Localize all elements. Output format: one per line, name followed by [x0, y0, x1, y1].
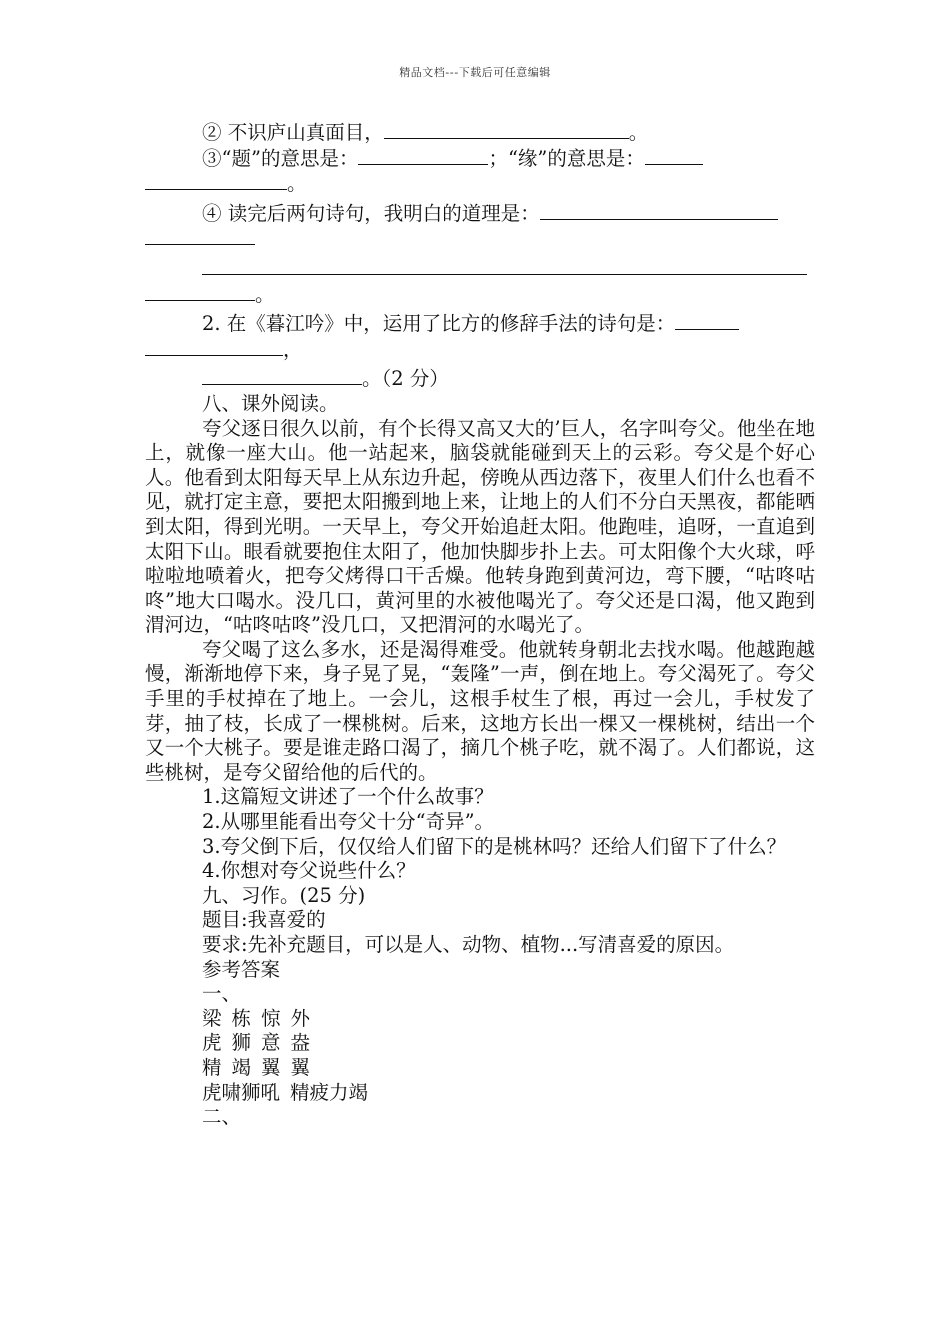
answer-char: 梁 [202, 1006, 222, 1030]
answer-line [145, 226, 815, 252]
section-heading-writing: 九、习作。(25 分) [202, 883, 366, 907]
writing-title: 题目:我喜爱的 [202, 908, 326, 932]
answer-blank [202, 256, 807, 275]
answer-blank [384, 120, 629, 139]
reading-paragraph-1: 夸父逐日很久以前，有个长得又高又大的’巨人，名字叫夸父。他坐在地上，就像一座大山。他一站起来，脑袋就能碰到天上的云彩。夸父是个好心人。他看到太阳每天早上从东边升起，傍晚从西边落下，夜里人们什么也看不见，就打定主意，要把太阳搬到地上来，让地上的人们不分白天黑夜，都能晒到太阳，得到光明。一天早上，夸父开始追赶太阳。他跑哇，追呀，一直追到太阳下山。眼看就要抱住太阳了，他加快脚步扑上去。可太阳像个大火球，呼啦啦地喷着火，把夸父烤得口干舌燥。他转身跑到黄河边，弯下腰，“咕咚咕咚”地大口喝水。没几口，黄河里的水被他喝光了。夸父还是口渴，他又跑到渭河边，“咕咚咕咚”没几口，又把渭河的水喝光了。 [145, 416, 815, 637]
answer-line [145, 282, 815, 308]
answer-row [145, 1056, 815, 1081]
question-text: 2. 在《暮江吟》中，运用了比方的修辞手法的诗句是： [202, 312, 676, 336]
answer-char: 翼 [261, 1055, 281, 1079]
answer-row [145, 1007, 815, 1032]
writing-requirement: 要求:先补充题目，可以是人、动物、植物...写清喜爱的原因。 [202, 933, 735, 956]
answer-char: 虎 [202, 1031, 222, 1055]
answer-char: 惊 [261, 1006, 281, 1030]
answer-char: 外 [290, 1006, 311, 1030]
answer-blank [145, 171, 287, 190]
answers-heading: 参考答案 [202, 957, 281, 981]
answer-char: 栋 [231, 1006, 252, 1030]
reading-question: 1.这篇短文讲述了一个什么故事？ [202, 785, 494, 809]
question-2 [145, 311, 815, 337]
answer-blank [675, 311, 739, 330]
answer-idioms [145, 1081, 815, 1106]
answer-char: 意 [261, 1031, 281, 1055]
answers-section-2: 二、 [202, 1105, 242, 1129]
punctuation: 。 [255, 282, 275, 306]
question-text: ；“缘”的意思是： [488, 146, 645, 170]
answer-char: 盎 [290, 1031, 311, 1055]
reading-paragraph-2: 夸父喝了这么多水，还是渴得难受。他就转身朝北去找水喝。他越跑越慢，渐渐地停下来，身子晃了晃，“轰隆”一声，倒在地上。夸父渴死了。夸父手里的手杖掉在了地上。一会儿，这根手杖生了根，再过一会儿，手杖发了芽，抽了枝，长成了一棵桃树。后来，这地方长出一棵又一棵桃树，结出一个又一个大桃子。要是谁走路口渴了，摘几个桃子吃，就不渴了。人们都说，这些桃树，是夸父留给他的后代的。 [145, 637, 815, 784]
answer-blank [145, 226, 255, 245]
question-item-4 [145, 201, 815, 227]
reading-question: 3.夸父倒下后，仅仅给人们留下的是桃林吗？还给人们留下了什么？ [202, 834, 787, 858]
question-item-3-cont [145, 171, 815, 197]
document-body [145, 120, 815, 1130]
answer-blank [145, 282, 255, 301]
answer-char: 精 [202, 1055, 222, 1079]
answer-char: 狮 [231, 1031, 252, 1055]
answer-blank [540, 201, 778, 220]
answer-char: 翼 [290, 1055, 311, 1079]
answer-blank [645, 146, 703, 165]
answer-row [145, 1031, 815, 1056]
punctuation: ， [283, 337, 303, 361]
answer-blank [358, 146, 488, 165]
question-2-cont [145, 337, 815, 363]
answer-line [145, 256, 815, 282]
answers-section-1: 一、 [202, 982, 242, 1006]
question-item-2 [145, 120, 815, 146]
reading-question: 2.从哪里能看出夸父十分“奇异”。 [202, 810, 495, 834]
score-note: 。（2 分） [362, 367, 449, 391]
answer-blank [202, 366, 362, 385]
question-item-3 [145, 146, 815, 172]
answer-char: 竭 [231, 1055, 252, 1079]
answer-idiom: 精疲力竭 [290, 1080, 369, 1104]
question-text: ③“题”的意思是： [202, 146, 359, 170]
question-text: ② 不识庐山真面目， [202, 121, 384, 144]
punctuation: 。 [628, 121, 649, 144]
answer-idiom: 虎啸狮吼 [202, 1080, 281, 1104]
question-2-cont-2 [145, 366, 815, 392]
punctuation: 。 [287, 172, 307, 196]
section-heading-reading: 八、课外阅读。 [202, 391, 339, 415]
page-header: 精品文档---下载后可任意编辑 [399, 66, 551, 79]
answer-blank [145, 337, 283, 356]
question-text: ④ 读完后两句诗句，我明白的道理是： [202, 201, 540, 225]
reading-question: 4.你想对夸父说些什么？ [202, 859, 416, 883]
